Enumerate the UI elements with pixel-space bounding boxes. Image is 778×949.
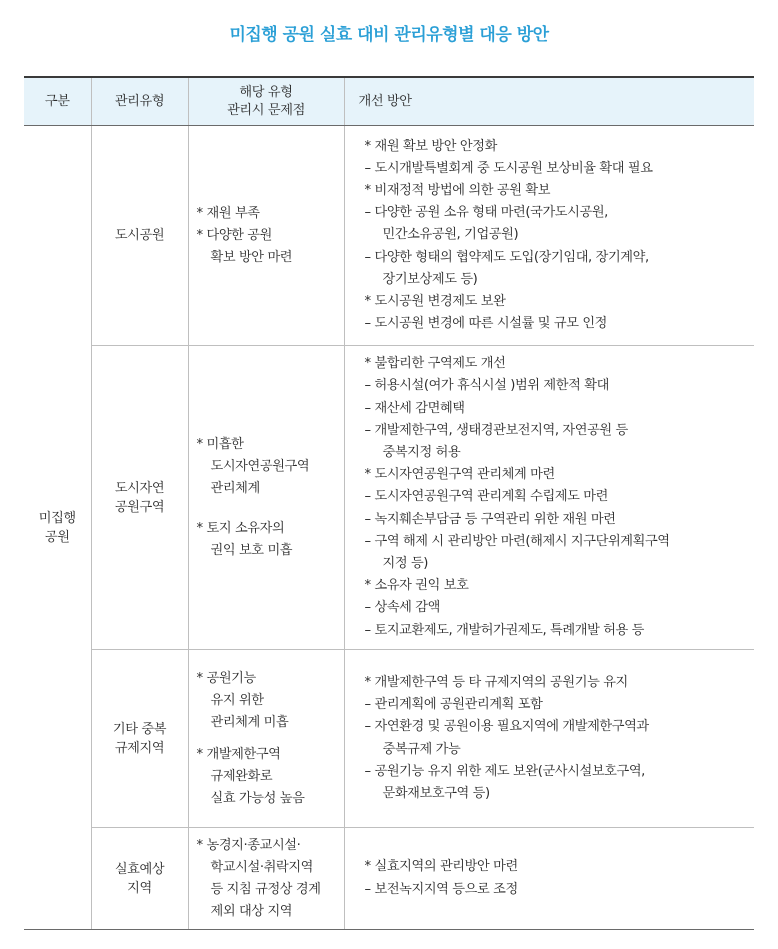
header-problem-line-1: 해당 유형 bbox=[239, 84, 293, 100]
improvement-line: – 토지교환제도, 개발허가권제도, 특례개발 허용 등 bbox=[364, 622, 645, 638]
page-title: 미집행 공원 실효 대비 관리유형별 대응 방안 bbox=[229, 25, 549, 45]
problem-line: 도시자연공원구역 bbox=[210, 458, 310, 474]
table-row bbox=[24, 346, 754, 650]
type-label: 지역 bbox=[127, 880, 152, 896]
improvement-line: * 도시자연공원구역 관리체계 마련 bbox=[364, 467, 555, 483]
type-label: 실효예상 bbox=[114, 861, 165, 877]
header-improvement: 개선 방안 bbox=[344, 77, 754, 126]
header-group: 구분 bbox=[24, 77, 91, 126]
improvement-line: * 소유자 권익 보호 bbox=[364, 578, 469, 594]
type-label: 도시공원 bbox=[114, 228, 165, 243]
table-row bbox=[24, 650, 754, 828]
type-label: 도시자연 bbox=[114, 480, 165, 496]
type-cell bbox=[91, 126, 188, 346]
group-cell bbox=[24, 126, 91, 930]
group-label-line-2: 공원 bbox=[44, 529, 70, 545]
improvement-line: 중복규제 가능 bbox=[382, 741, 461, 757]
type-label: 기타 중복 bbox=[112, 721, 167, 737]
management-table bbox=[24, 76, 754, 930]
problem-line: * 토지 소유자의 bbox=[196, 520, 285, 536]
improvement-cell bbox=[344, 650, 754, 828]
problem-line: * 다양한 공원 bbox=[196, 227, 272, 243]
type-cell bbox=[91, 346, 188, 650]
improvement-line: – 재산세 감면혜택 bbox=[364, 400, 465, 416]
problem-line: 등 지침 규정상 경계 bbox=[210, 881, 321, 897]
header-type: 관리유형 bbox=[91, 77, 188, 126]
problem-line: 제외 대상 지역 bbox=[210, 903, 293, 919]
improvement-line: – 다양한 공원 소유 형태 마련(국가도시공원, bbox=[364, 205, 608, 221]
improvement-line: – 허용시설(여가 휴식시설 )범위 제한적 확대 bbox=[364, 378, 609, 394]
problem-line: 확보 방안 마련 bbox=[210, 249, 293, 265]
table-row bbox=[24, 126, 754, 346]
improvement-line: – 도시자연공원구역 관리계획 수립제도 마련 bbox=[364, 489, 608, 505]
improvement-line: * 실효지역의 관리방안 마련 bbox=[364, 859, 518, 875]
improvement-line: 중복지정 허용 bbox=[382, 444, 461, 460]
problem-cell bbox=[188, 346, 344, 650]
problem-line: 관리체계 bbox=[210, 480, 260, 496]
problem-line: 유지 위한 bbox=[210, 692, 264, 708]
table-row bbox=[24, 828, 754, 930]
problem-cell bbox=[188, 828, 344, 930]
improvement-line: * 개발제한구역 등 타 규제지역의 공원기능 유지 bbox=[364, 674, 628, 690]
improvement-cell bbox=[344, 346, 754, 650]
improvement-line: – 보전녹지지역 등으로 조정 bbox=[364, 881, 518, 897]
improvement-line: * 도시공원 변경제도 보완 bbox=[364, 294, 506, 309]
problem-line: 규제완화로 bbox=[210, 768, 273, 784]
improvement-cell bbox=[344, 126, 754, 346]
improvement-line: – 자연환경 및 공원이용 필요지역에 개발제한구역과 bbox=[364, 719, 649, 735]
improvement-line: – 녹지훼손부담금 등 구역관리 위한 재원 마련 bbox=[364, 511, 616, 527]
improvement-line: – 도시공원 변경에 따른 시설률 및 규모 인정 bbox=[364, 316, 608, 332]
improvement-line: * 재원 확보 방안 안정화 bbox=[364, 138, 497, 154]
problem-line: 관리체계 미흡 bbox=[210, 714, 289, 730]
table-header-row bbox=[24, 77, 754, 126]
improvement-line: – 상속세 감액 bbox=[364, 600, 440, 616]
problem-cell bbox=[188, 650, 344, 828]
improvement-line: 민간소유공원, 기업공원) bbox=[382, 227, 519, 243]
type-label: 규제지역 bbox=[114, 740, 165, 756]
problem-line: 실효 가능성 높음 bbox=[210, 790, 305, 806]
improvement-line: 장기보상제도 등) bbox=[382, 271, 478, 287]
improvement-line: 문화재보호구역 등) bbox=[382, 785, 490, 801]
type-cell bbox=[91, 828, 188, 930]
improvement-line: 지정 등) bbox=[382, 556, 429, 571]
improvement-cell bbox=[344, 828, 754, 930]
problem-line: * 미흡한 bbox=[196, 436, 244, 452]
problem-line: 학교시설·취락지역 bbox=[210, 859, 314, 875]
improvement-line: – 도시개발특별회계 중 도시공원 보상비율 확대 필요 bbox=[364, 160, 653, 176]
type-cell bbox=[91, 650, 188, 828]
problem-line: * 재원 부족 bbox=[196, 205, 260, 221]
improvement-line: – 다양한 형태의 협약제도 도입(장기임대, 장기계약, bbox=[364, 249, 649, 265]
improvement-line: * 비재정적 방법에 의한 공원 확보 bbox=[364, 182, 551, 198]
problem-cell bbox=[188, 126, 344, 346]
improvement-line: – 구역 해제 시 관리방안 마련(해제시 지구단위계획구역 bbox=[364, 533, 670, 549]
improvement-line: – 공원기능 유지 위한 제도 보완(군사시설보호구역, bbox=[364, 763, 645, 779]
improvement-line: * 불합리한 구역제도 개선 bbox=[364, 356, 506, 372]
header-problem bbox=[188, 77, 344, 126]
group-label-line-1: 미집행 bbox=[38, 510, 76, 526]
problem-line: * 개발제한구역 bbox=[196, 746, 281, 762]
header-problem-line-2: 관리시 문제점 bbox=[227, 102, 305, 118]
type-label: 공원구역 bbox=[114, 499, 165, 515]
improvement-line: – 개발제한구역, 생태경관보전지역, 자연공원 등 bbox=[364, 422, 628, 438]
problem-line: * 공원기능 bbox=[196, 670, 256, 686]
improvement-line: – 관리계획에 공원관리계획 포함 bbox=[364, 697, 543, 713]
problem-line: * 농경지·종교시설· bbox=[196, 837, 301, 853]
problem-line: 권익 보호 미흡 bbox=[210, 542, 293, 558]
